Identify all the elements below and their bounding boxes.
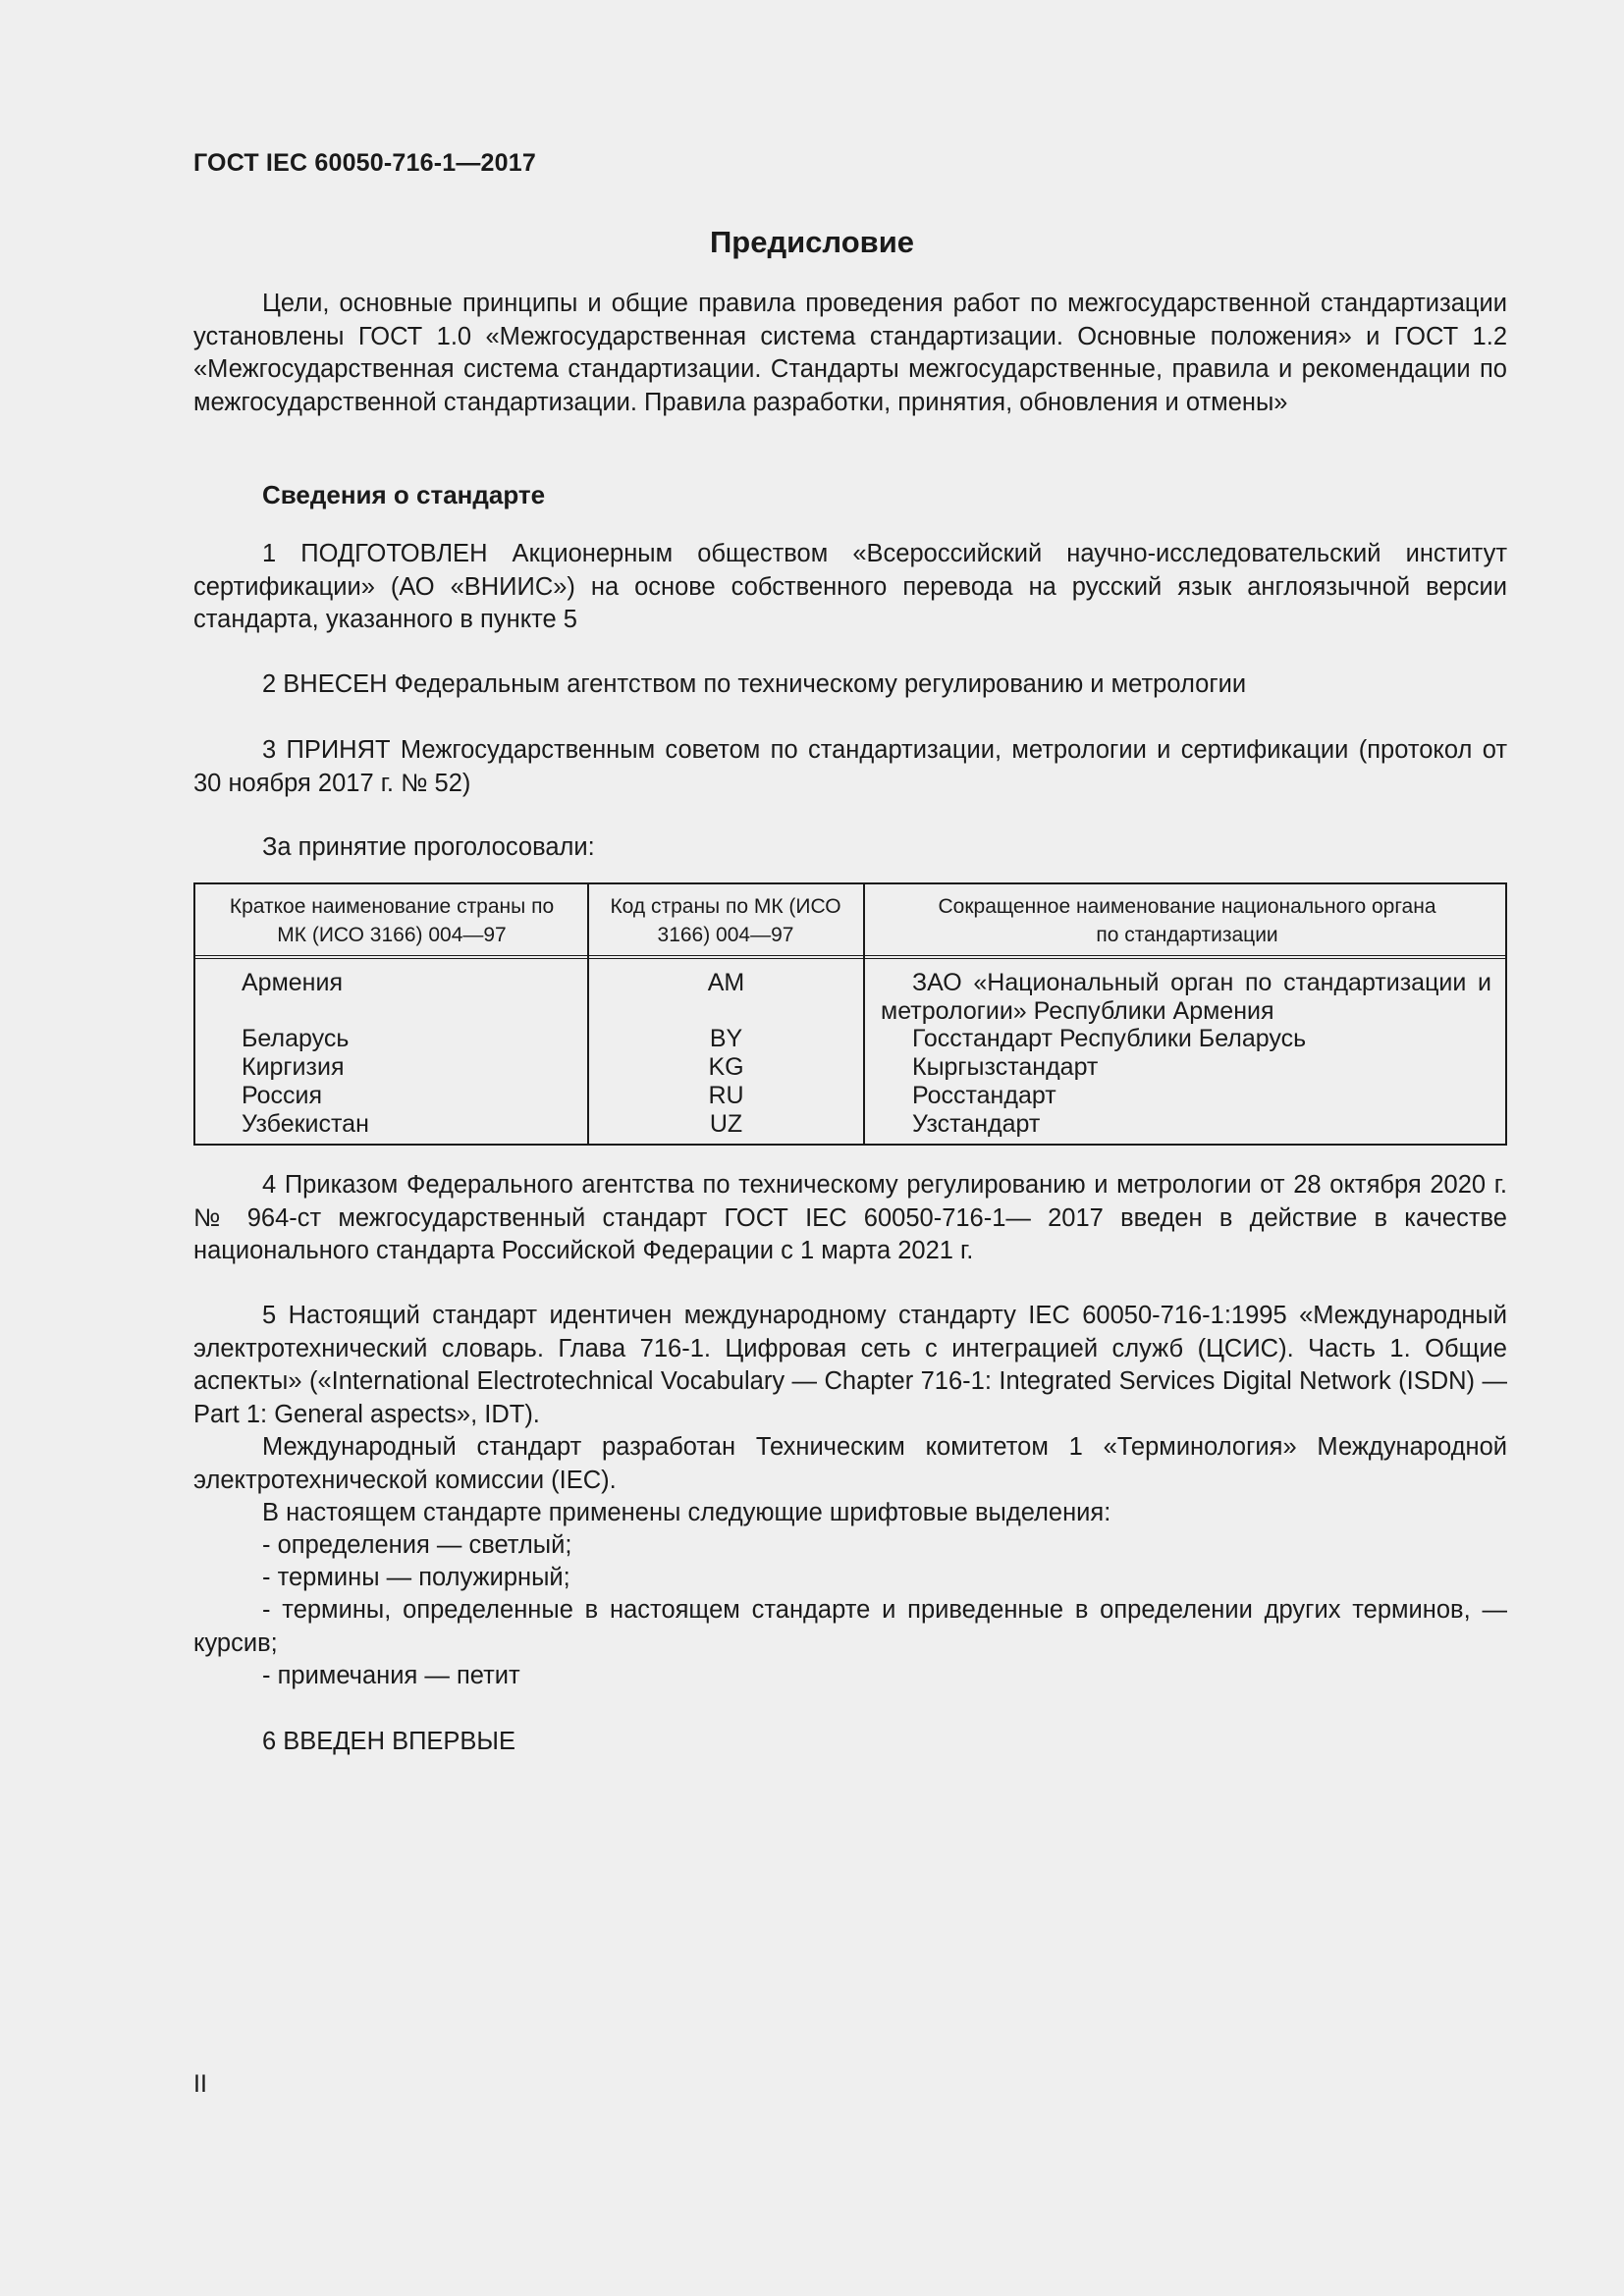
item-1-paragraph: 1 ПОДГОТОВЛЕН Акционерным обществом «Всероссийский научно-исследовательский институт сертификации» (АО «ВНИИС») на основе собственного перевода на русский язык англоязычной версии стандарта, указанного в пункте 5 (193, 540, 1507, 633)
table-cell-country: Беларусь (242, 1025, 350, 1052)
item-5-developer-paragraph: Международный стандарт разработан Техническим комитетом 1 «Терминология» Международной электротехнической комиссии (IEC). (193, 1433, 1507, 1494)
item-4-paragraph: 4 Приказом Федерального агентства по техническому регулированию и метрологии от 28 октября 2020 г. № 964-ст межгосударственный стандарт ГОСТ IEC 60050-716-1— 2017 введен в действие в качестве национального стандарта Российской Федерации с 1 марта 2021 г. (193, 1171, 1507, 1264)
font-list-item: - термины — полужирный; (262, 1564, 570, 1591)
table-header-divider (195, 955, 1505, 959)
font-list-item: - определения — светлый; (262, 1531, 572, 1559)
item-5-fonts-intro: В настоящем стандарте применены следующие шрифтовые выделения: (262, 1499, 1111, 1526)
voted-label: За принятие проголосовали: (262, 833, 595, 861)
item-3-paragraph: 3 ПРИНЯТ Межгосударственным советом по стандартизации, метрологии и сертификации (протокол от 30 ноября 2017 г. № 52) (193, 736, 1507, 797)
table-cell-country: Киргизия (242, 1053, 345, 1081)
table-cell-country: Узбекистан (242, 1110, 369, 1138)
item-5-paragraph: 5 Настоящий стандарт идентичен международному стандарту IEC 60050-716-1:1995 «Международный электротехнический словарь. Глава 716-1. Цифровая сеть с интеграцией служб (ЦСИС). Часть 1. Общие аспекты» («International Electrotechnical Vocabulary — Chapter 716-1: Integrated Services Digital Network (ISDN) — Part 1: General aspects», IDT). (193, 1302, 1507, 1428)
table-divider (863, 884, 865, 1144)
table-cell-code: KG (708, 1053, 744, 1081)
table-cell-org: Росстандарт (912, 1082, 1056, 1109)
table-header-org: Сокращенное наименование национального органа по стандартизации (938, 895, 1436, 946)
table-header-country: Краткое наименование страны по МК (ИСО 3166) 004—97 (229, 895, 555, 946)
table-header-code: Код страны по МК (ИСО 3166) 004—97 (610, 895, 841, 946)
voting-table (193, 882, 1507, 1146)
table-cell-code: UZ (709, 1110, 743, 1138)
item-2-paragraph: 2 ВНЕСЕН Федеральным агентством по техническому регулированию и метрологии (262, 670, 1247, 698)
table-cell-org: Кыргызстандарт (912, 1053, 1099, 1081)
document-code: ГОСТ IEC 60050-716-1—2017 (193, 149, 536, 177)
font-list-item: - термины, определенные в настоящем стандарте и приведенные в определении других терминов, — курсив; (193, 1596, 1507, 1657)
table-cell-code: RU (708, 1082, 744, 1109)
page-number: II (193, 2070, 207, 2098)
item-6-paragraph: 6 ВВЕДЕН ВПЕРВЫЕ (262, 1728, 516, 1755)
section-heading: Сведения о стандарте (262, 480, 546, 509)
intro-paragraph: Цели, основные принципы и общие правила проведения работ по межгосударственной стандартизации установлены ГОСТ 1.0 «Межгосударственная система стандартизации. Основные положения» и ГОСТ 1.2 «Межгосударственная система стандартизации. Стандарты межгосударственные, правила и рекомендации по межгосударственной стандартизации. Правила разработки, принятия, обновления и отмены» (193, 290, 1507, 416)
table-cell-org: ЗАО «Национальный орган по стандартизации и метрологии» Республики Армения (881, 969, 1491, 1025)
page-title: Предисловие (709, 225, 914, 259)
table-cell-code: BY (709, 1025, 743, 1052)
table-cell-country: Армения (242, 969, 343, 996)
table-cell-org: Госстандарт Республики Беларусь (912, 1025, 1307, 1052)
font-list-item: - примечания — петит (262, 1662, 520, 1689)
table-cell-country: Россия (242, 1082, 322, 1109)
table-cell-org: Узстандарт (912, 1110, 1041, 1138)
table-cell-code: AM (707, 969, 745, 996)
